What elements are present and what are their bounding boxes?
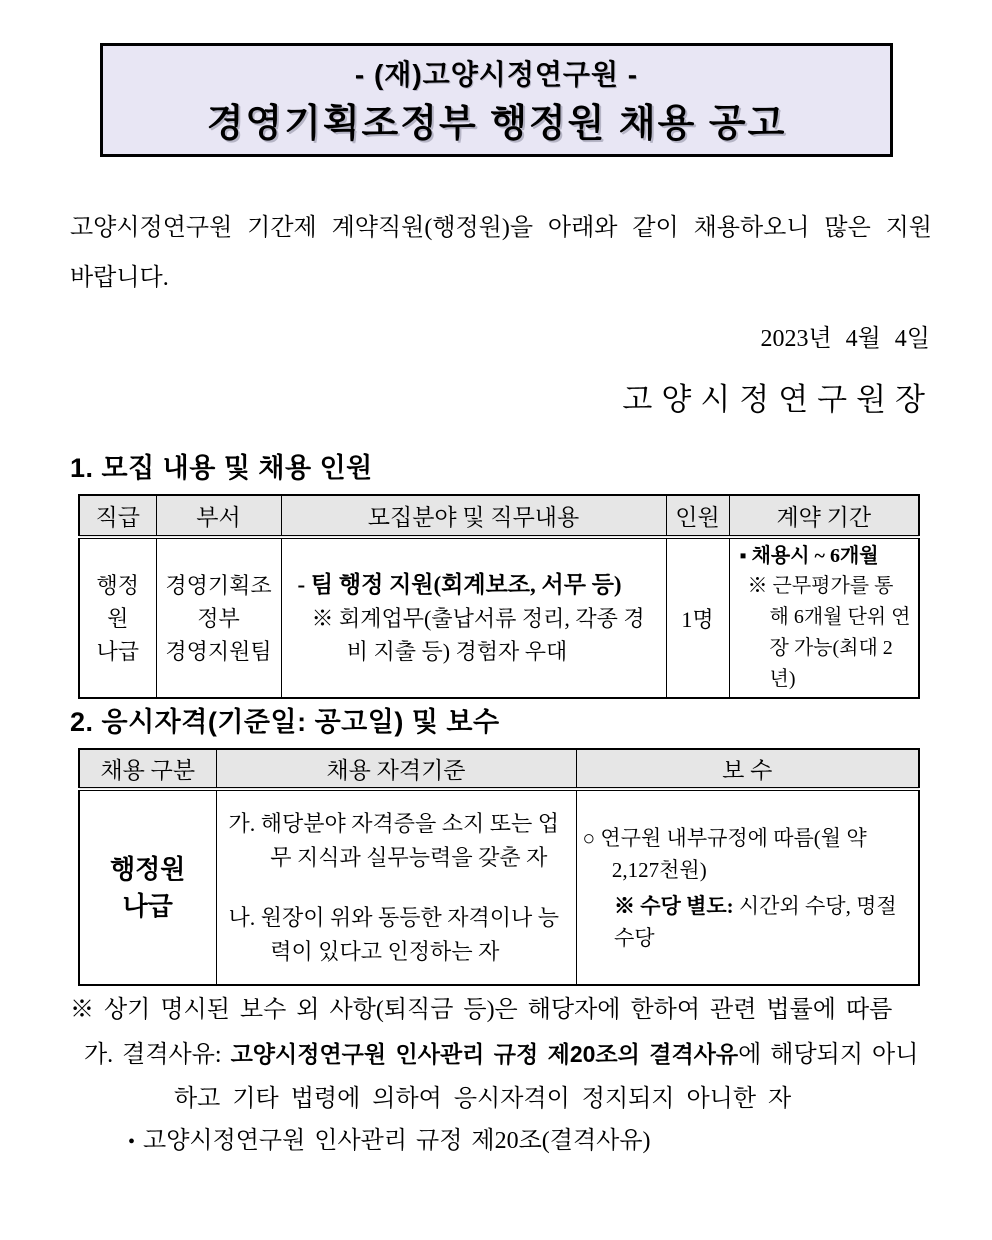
bullet-icon: • — [128, 1131, 136, 1153]
qualification-table-row — [79, 789, 919, 985]
note-disqualification-suffix: 에 해당되지 아니 — [738, 1042, 919, 1068]
qualification-item-a: 가. 해당분야 자격증을 소지 또는 업무 지식과 실무능력을 갖춘 자 — [228, 810, 560, 870]
rank-line1: 행정원 — [96, 572, 139, 631]
cell-category — [79, 789, 216, 985]
note-disqualification-regulation: 고양시정연구원 인사관리 규정 제20조의 결격사유 — [230, 1041, 739, 1067]
pay-note-allowance-detail: 시간외 수당, 명절수당 — [614, 893, 897, 950]
section2-heading: 2. 응시자격(기준일: 공고일) 및 보수 — [70, 707, 500, 737]
note-disqualification-continued: 하고 기타 법령에 의하여 응시자격이 정지되지 아니한 자 — [174, 1086, 792, 1112]
category-line1: 행정원 — [110, 854, 186, 884]
note-disqualification — [84, 1038, 940, 1071]
section1-heading: 1. 모집 내용 및 채용 인원 — [70, 453, 373, 483]
pay-note-allowance-label: ※ 수당 별도: — [614, 893, 734, 918]
rank-line2: 나급 — [96, 638, 139, 664]
pay-note — [583, 890, 913, 954]
contract-period-note: ※ 근무평가를 통해 6개월 단위 연장 가능(최대 2년) — [747, 575, 911, 690]
qualification-item-b: 나. 원장이 위와 동등한 자격이나 능력이 있다고 인정하는 자 — [228, 904, 560, 964]
cell-pay — [576, 789, 919, 985]
col-header-headcount: 인원 — [666, 495, 729, 537]
col-header-category: 채용 구분 — [79, 749, 216, 789]
contract-period-title: ▪ 채용시 ~ 6개월 — [739, 545, 879, 567]
cell-contract-period — [729, 537, 919, 698]
col-header-qualification: 채용 자격기준 — [216, 749, 576, 789]
qualification-pay-table — [78, 748, 920, 986]
department-line1: 경영기획조정부 — [165, 572, 272, 631]
cell-rank — [79, 537, 156, 698]
announcement-title: 경영기획조정부 행정원 채용 공고 — [206, 103, 787, 145]
recruitment-table — [78, 494, 920, 699]
cell-department — [156, 537, 281, 698]
pay-main: ○ 연구원 내부규정에 따름(월 약 2,127천원) — [582, 825, 867, 882]
recruitment-table-header-row — [79, 495, 919, 537]
recruitment-table-row — [79, 537, 919, 698]
note-disqualification-prefix: 가. 결격사유: — [84, 1042, 231, 1068]
col-header-department: 부서 — [156, 495, 281, 537]
footer-notes — [70, 994, 940, 1158]
department-line2: 경영지원팀 — [165, 638, 272, 664]
cell-qualification — [216, 789, 576, 985]
note-pay-other: ※ 상기 명시된 보수 외 사항(퇴직금 등)은 해당자에 한하여 관련 법률에 따름 — [70, 997, 893, 1023]
cell-headcount: 1명 — [666, 537, 729, 698]
col-header-contract-period: 계약 기간 — [729, 495, 919, 537]
cell-duties — [281, 537, 666, 698]
col-header-duties: 모집분야 및 직무내용 — [281, 495, 666, 537]
announcement-date: 2023년 4월 4일 — [760, 326, 930, 352]
note-regulation-reference — [128, 1125, 940, 1158]
duty-note: ※ 회계업무(출납서류 정리, 각종 경비 지출 등) 경험자 우대 — [311, 606, 645, 664]
col-header-pay: 보 수 — [576, 749, 919, 789]
col-header-rank: 직급 — [79, 495, 156, 537]
title-box — [100, 43, 893, 157]
intro-paragraph: 고양시정연구원 기간제 계약직원(행정원)을 아래와 같이 채용하오니 많은 지원 바랍니다. — [70, 215, 932, 291]
org-name-title: - (재)고양시정연구원 - — [354, 59, 639, 90]
category-line2: 나급 — [122, 891, 173, 921]
qualification-table-header-row — [79, 749, 919, 789]
duty-title: - 팀 행정 지원(회계보조, 서무 등) — [297, 572, 622, 597]
signature-org-head: 고양시정연구원장 — [622, 382, 934, 417]
note-regulation-reference-text: 고양시정연구원 인사관리 규정 제20조(결격사유) — [143, 1128, 651, 1154]
